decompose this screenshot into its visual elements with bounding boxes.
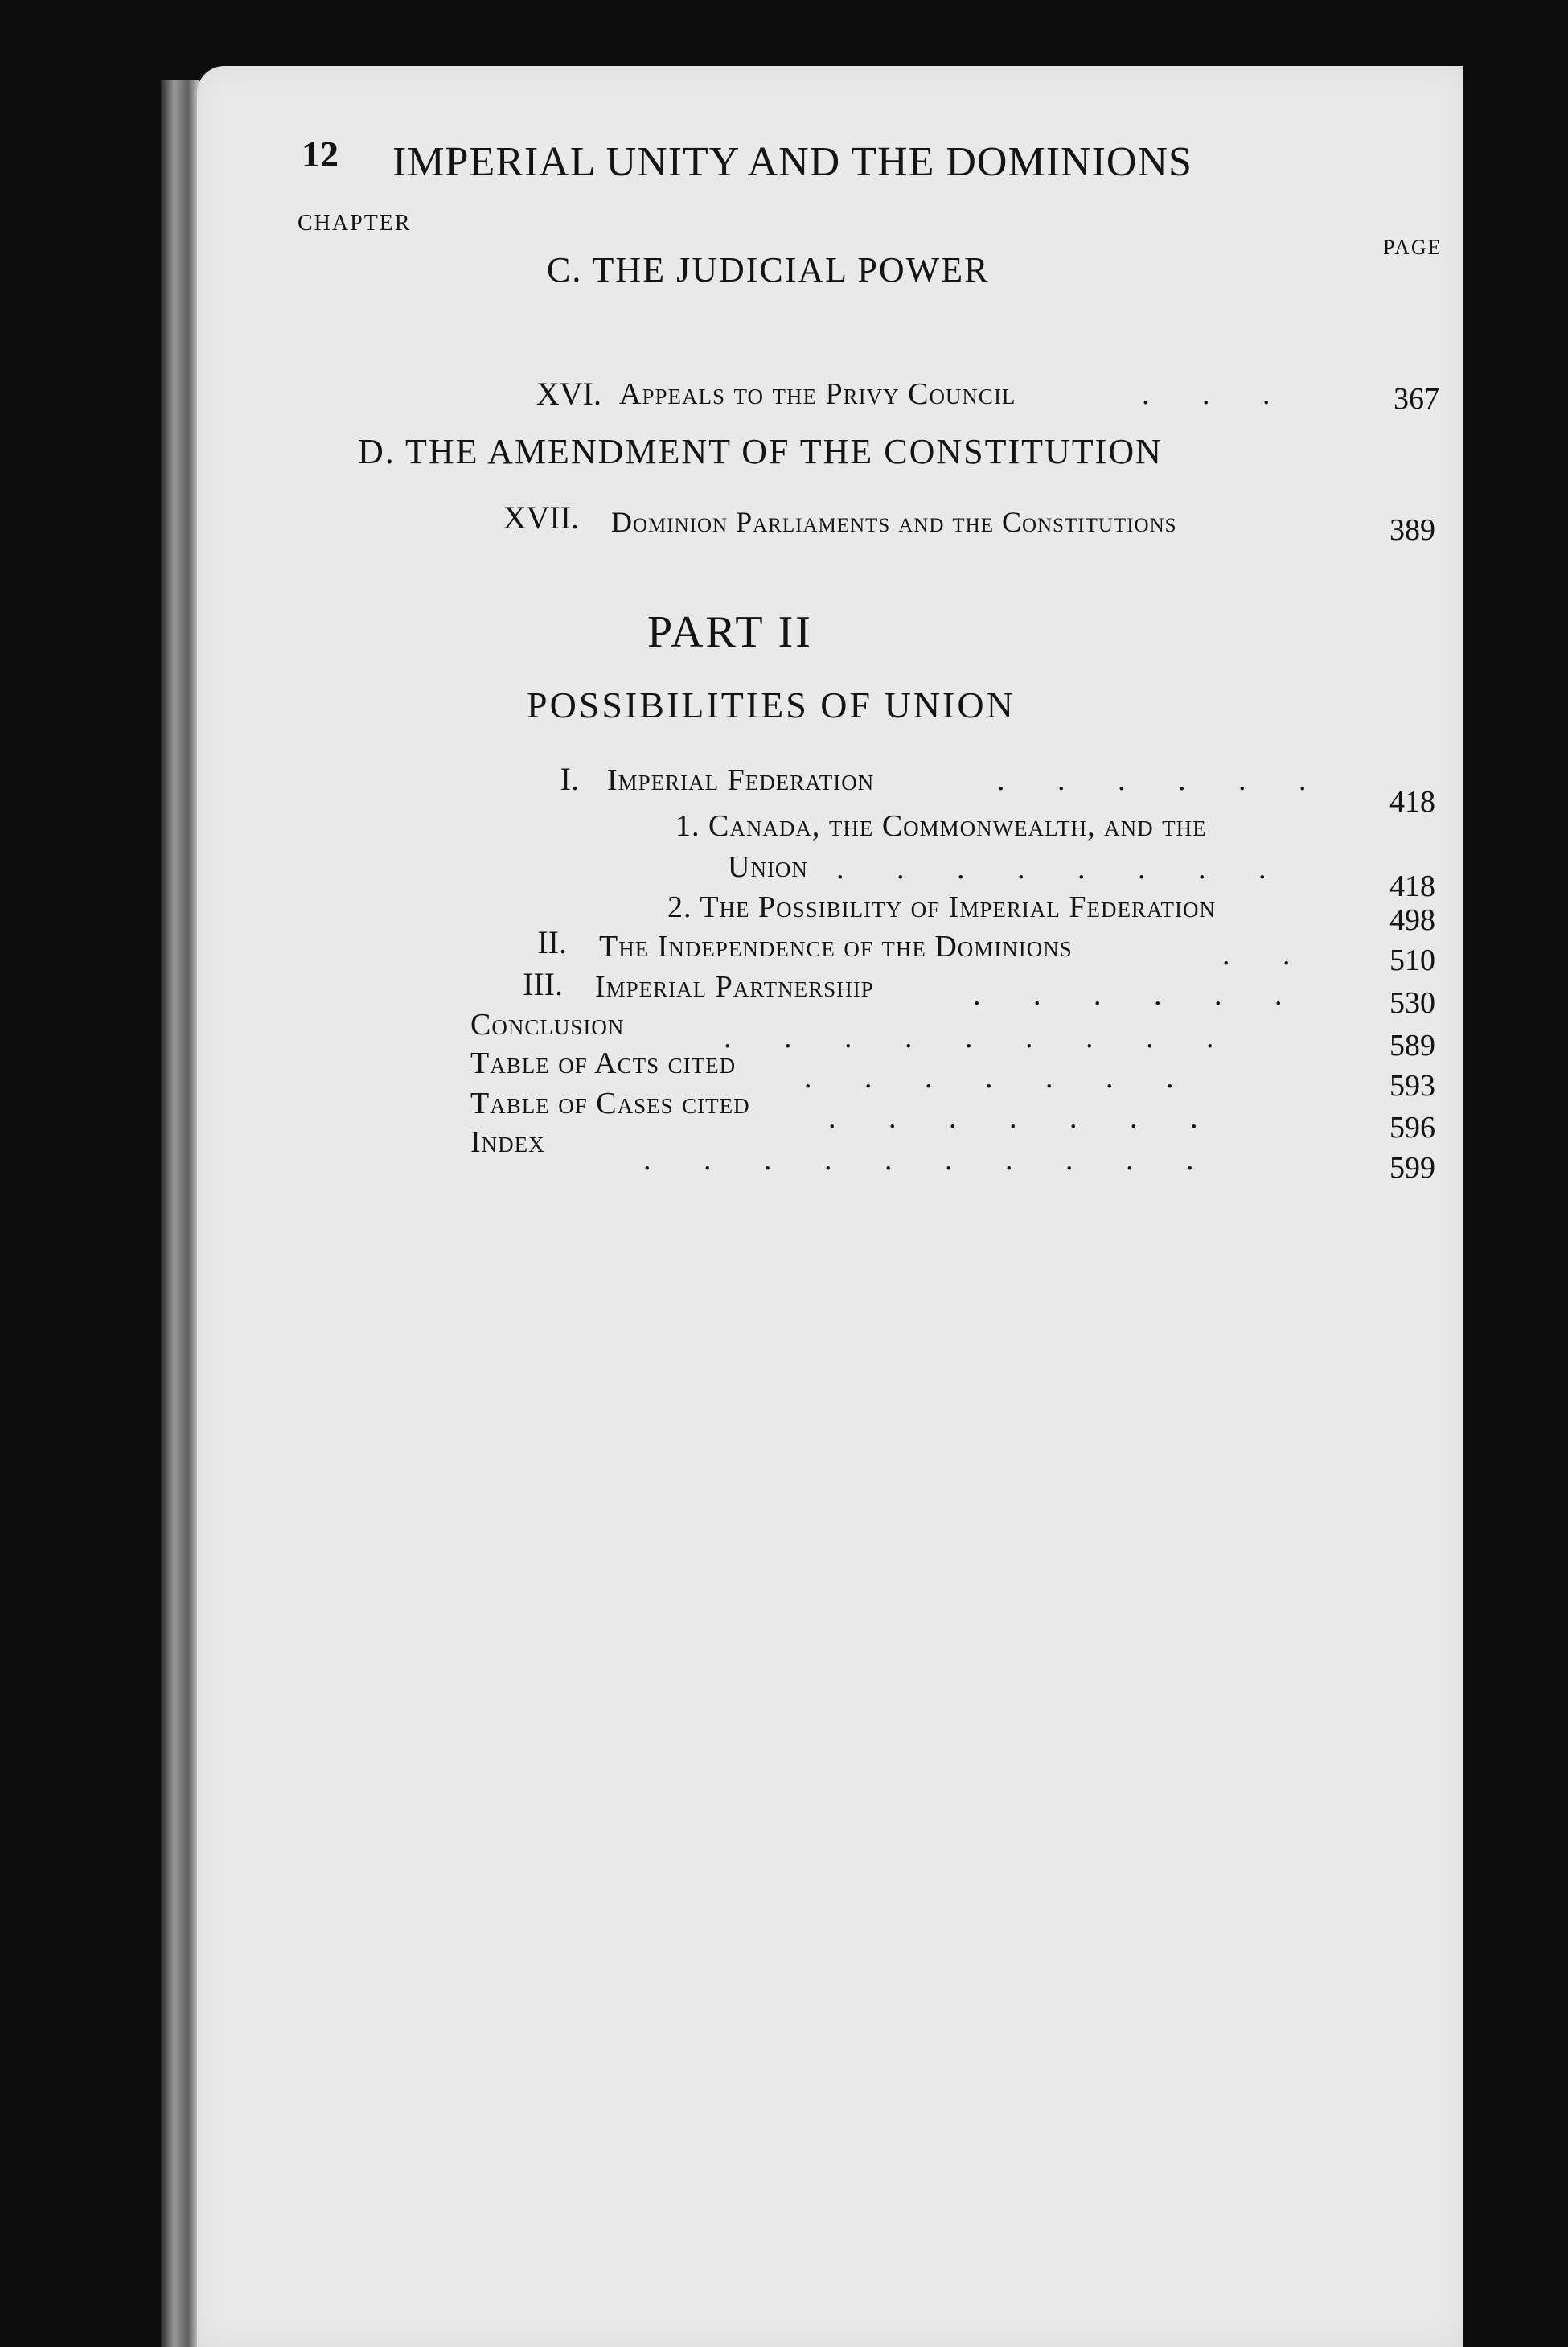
- toc-entry-title: Index: [470, 1125, 545, 1159]
- chapter-number: III.: [523, 966, 563, 1002]
- toc-page-number: 418: [1389, 785, 1435, 819]
- toc-entry-title: Imperial Partnership: [595, 970, 874, 1004]
- dot-leader: . . . . . . . .: [836, 852, 1289, 886]
- dot-leader: . .: [1222, 938, 1313, 972]
- toc-page-number: 367: [1394, 382, 1439, 416]
- dot-leader: . . . . . . . . . .: [643, 1143, 1217, 1177]
- toc-page-number: 599: [1389, 1151, 1435, 1185]
- running-title: IMPERIAL UNITY AND THE DOMINIONS: [392, 139, 1192, 185]
- toc-entry-title: Table of Cases cited: [470, 1087, 750, 1120]
- dot-leader: . . . . . . . . .: [724, 1021, 1237, 1054]
- toc-entry-title: Appeals to the Privy Council: [619, 377, 1016, 411]
- toc-page-number: 589: [1389, 1029, 1435, 1063]
- page-column-label: PAGE: [1383, 236, 1443, 259]
- toc-entry-title: Conclusion: [470, 1008, 625, 1042]
- part-subtitle: POSSIBILITIES OF UNION: [527, 684, 1016, 725]
- section-heading-d: D. THE AMENDMENT OF THE CONSTITUTION: [358, 432, 1163, 471]
- chapter-number: XVI.: [536, 376, 601, 412]
- dot-leader: . . . . . . .: [828, 1101, 1221, 1135]
- toc-page-number: 596: [1389, 1111, 1435, 1145]
- toc-page-number: 389: [1389, 513, 1435, 547]
- section-heading-c: C. THE JUDICIAL POWER: [547, 250, 990, 290]
- chapter-number: II.: [537, 924, 567, 960]
- toc-entry-title: 2. The Possibility of Imperial Federation: [667, 890, 1216, 924]
- running-page-number: 12: [302, 134, 339, 175]
- dot-leader: . . . . . .: [997, 763, 1329, 797]
- toc-entry-continuation: Union: [728, 850, 808, 884]
- dot-leader: . . . . . . .: [804, 1061, 1197, 1095]
- chapter-number: I.: [560, 761, 579, 797]
- dot-leader: . . . . . .: [973, 978, 1305, 1012]
- toc-page-number: 593: [1389, 1069, 1435, 1103]
- toc-page-number: 498: [1389, 903, 1435, 937]
- toc-page-number: 418: [1389, 869, 1435, 903]
- toc-entry-title: 1. Canada, the Commonwealth, and the: [675, 809, 1207, 843]
- toc-page-number: 530: [1389, 986, 1435, 1020]
- toc-entry-title: Imperial Federation: [607, 763, 875, 797]
- chapter-number: XVII.: [503, 499, 579, 536]
- toc-entry-title: Dominion Parliaments and the Constitutions: [611, 506, 1177, 538]
- toc-entry-title: Table of Acts cited: [470, 1046, 737, 1080]
- toc-entry-title: The Independence of the Dominions: [599, 930, 1073, 964]
- page-edge: [161, 80, 199, 2347]
- toc-page-number: 510: [1389, 943, 1435, 977]
- dot-leader: . . .: [1142, 377, 1293, 411]
- part-title: PART II: [647, 607, 813, 657]
- chapter-column-label: CHAPTER: [298, 211, 412, 236]
